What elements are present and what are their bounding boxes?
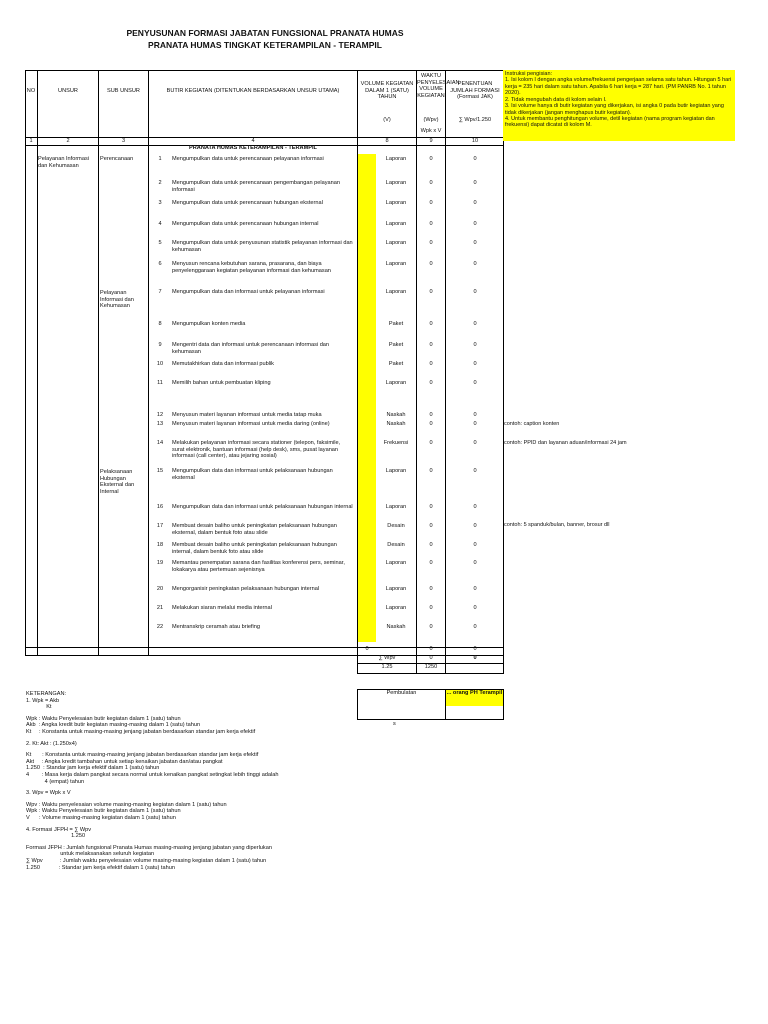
row-number: 16: [156, 504, 164, 510]
activity-text: Mengumpulkan data untuk perencanaan pengembangan pelayanan informasi: [172, 180, 340, 193]
activity-text: Mengumpulkan data dan informasi untuk pelayanan informasi: [172, 289, 325, 295]
col-number: 1: [29, 138, 33, 144]
activity-wpv: 0: [429, 560, 433, 566]
keterangan-line: Formasi JFPH : Jumlah fungsional Pranata Humas masing-masing jenjang jabatan yang diperlukan: [26, 844, 272, 851]
activity-formasi: 0: [473, 261, 477, 267]
header-penentuan-formula: ∑ Wpv/1.250: [458, 117, 492, 123]
activity-wpv: 0: [429, 468, 433, 474]
row-number: 2: [158, 180, 162, 186]
section-label: PRANATA HUMAS KETERAMPILAN - TERAMPIL: [189, 145, 317, 151]
activity-formasi: 0: [473, 421, 477, 427]
keterangan-line: 2. Kt: Akt : (1.250x4): [26, 740, 77, 747]
row-number: 8: [158, 321, 162, 327]
row-number: 21: [156, 605, 164, 611]
activity-unit: Naskah: [386, 624, 406, 630]
activity-wpv: 0: [429, 605, 433, 611]
activity-wpv: 0: [429, 624, 433, 630]
unsur-label: Pelayanan Informasi dan Kehumasan: [38, 156, 89, 169]
instruction-line: 2. Tidak mengubah data di kolom selain I.: [505, 96, 607, 103]
keterangan-line: 1. Wpk = Akb: [26, 697, 60, 704]
activity-formasi: 0: [473, 542, 477, 548]
total-formasi: 0: [473, 646, 477, 652]
activity-unit: Paket: [388, 321, 404, 327]
col-number: 2: [66, 138, 70, 144]
keterangan-line: V : Volume masing-masing kegiatan dalam 1 (satu) tahun: [26, 815, 176, 821]
sum-wpv-label: ∑ Wpv: [378, 655, 396, 661]
divisor-a: 1.25: [381, 664, 393, 670]
activity-formasi: 0: [473, 180, 477, 186]
orang-ph-result: ... orang PH Terampil: [446, 690, 503, 706]
activity-unit: Laporan: [385, 240, 407, 246]
activity-text: Mengumpulkan data untuk perencanaan hubungan eksternal: [172, 200, 323, 206]
row-number: 17: [156, 523, 164, 529]
activity-unit: Laporan: [385, 560, 407, 566]
row-number: 9: [158, 342, 162, 348]
instruction-line: 3. Isi volume hanya di butir kegiatan yang dikerjakan, isi angka 0 pada butir kegiatan yang tidak dikerjakan (jangan menghapus butir kegiatan).: [505, 103, 724, 116]
activity-formasi: 0: [473, 240, 477, 246]
activity-wpv: 0: [429, 156, 433, 162]
document-subtitle: PRANATA HUMAS TINGKAT KETERAMPILAN - TERAMPIL: [148, 40, 382, 50]
activity-formasi: 0: [473, 468, 477, 474]
activity-wpv: 0: [429, 421, 433, 427]
keterangan-line: 4 (empat) tahun: [26, 778, 85, 785]
activity-text: Melakukan pelayanan informasi secara stationer (telepon, faksimile, surat elektronik, bantuan informasi (help desk), sms, pusat layanan informasi (call center), atau jejaring sosial): [172, 440, 341, 460]
activity-formasi: 0: [473, 523, 477, 529]
activity-wpv: 0: [429, 412, 433, 418]
row-number: 22: [156, 624, 164, 630]
instruction-line: Instruksi pengisian:: [505, 71, 553, 77]
activity-text: Mentranskrip ceramah atau briefing: [172, 624, 260, 630]
sub-unsur-pelaksanaan: Pelaksanaan Hubungan Eksternal dan Internal: [100, 469, 135, 496]
activity-unit: Laporan: [385, 180, 407, 186]
activity-unit: Laporan: [385, 200, 407, 206]
activity-formasi: 0: [473, 200, 477, 206]
activity-unit: Laporan: [385, 289, 407, 295]
sum-wpv-value: 0: [429, 655, 433, 661]
activity-wpv: 0: [429, 180, 433, 186]
activity-text: Mengumpulkan data untuk perencanaan pelayanan informasi: [172, 156, 324, 162]
activity-wpv: 0: [429, 321, 433, 327]
activity-unit: Laporan: [385, 468, 407, 474]
keterangan-line: Wpk : Waktu Penyelesaian butir kegiatan dalam 1 (satu) tahun: [26, 715, 181, 722]
activity-unit: Laporan: [385, 261, 407, 267]
activity-unit: Laporan: [385, 504, 407, 510]
header-sub-unsur: SUB UNSUR: [107, 88, 140, 94]
activity-wpv: 0: [429, 586, 433, 592]
header-waktu-formula: Wpk x V: [420, 128, 442, 134]
activity-wpv: 0: [429, 221, 433, 227]
keterangan-line: ∑ Wpv : Jumlah waktu penyelesaian volume masing-masing kegiatan dalam 1 (satu) tahun: [26, 858, 267, 864]
activity-formasi: 0: [473, 605, 477, 611]
keterangan-line: 1.250 : Standar jam kerja efektif dalam 1 (satu) tahun: [26, 864, 175, 871]
activity-formasi: 0: [473, 321, 477, 327]
header-waktu: WAKTU PENYELESAIAN VOLUME KEGIATAN: [417, 73, 460, 100]
sum-formasi: 0: [473, 655, 477, 661]
row-number: 11: [157, 380, 163, 386]
note-row-17: contoh: 5 spanduk/bulan, banner, brosur dll: [504, 522, 610, 528]
activity-formasi: 0: [473, 221, 477, 227]
col-number: 8: [385, 138, 389, 144]
activity-wpv: 0: [429, 542, 433, 548]
activity-text: Menyusun rencana kebutuhan sarana, prasarana, dan biaya penyelenggaraan kegiatan pelayanan informasi dan kehumasan: [172, 261, 331, 274]
keterangan-line: Kt: [26, 704, 52, 711]
row-number: 5: [158, 240, 162, 246]
activity-unit: Paket: [388, 342, 404, 348]
activity-formasi: 0: [473, 289, 477, 295]
header-volume-v: (V): [383, 117, 391, 123]
activity-formasi: 0: [473, 504, 477, 510]
activity-text: Memutakhirkan data dan informasi publik: [172, 361, 274, 367]
activity-unit: Desain: [387, 523, 405, 529]
activity-wpv: 0: [429, 380, 433, 386]
keterangan-line: Kt : Konstanta untuk masing-masing jenjang jabatan berdasarkan standar jam kerja efektif: [26, 752, 259, 759]
activity-wpv: 0: [429, 504, 433, 510]
activity-formasi: 0: [473, 586, 477, 592]
total-volume: 0: [365, 646, 369, 652]
header-waktu-wpv: (Wpv): [423, 117, 439, 123]
activity-formasi: 0: [473, 412, 477, 418]
activity-unit: Laporan: [385, 605, 407, 611]
col-number: 9: [429, 138, 433, 144]
header-no: NO: [26, 88, 36, 94]
activity-wpv: 0: [429, 342, 433, 348]
keterangan-heading: KETERANGAN:: [26, 691, 67, 697]
activity-text: Mengumpulkan konten media: [172, 321, 246, 327]
header-butir-kegiatan: BUTIR KEGIATAN (DITENTUKAN BERDASARKAN UNSUR UTAMA): [166, 88, 340, 94]
sub-unsur-perencanaan: Perencanaan: [100, 156, 134, 162]
activity-text: Memilih bahan untuk pembuatan kliping: [172, 380, 271, 386]
activity-wpv: 0: [429, 523, 433, 529]
note-row-14: contoh: PPID dan layanan aduan/informasi 24 jam: [504, 440, 627, 446]
pembulatan-label: Pembulatan: [386, 690, 417, 696]
row-number: 14: [156, 440, 164, 446]
row-number: 1: [158, 156, 162, 162]
row-number: 15: [156, 468, 164, 474]
activity-text: Mengentri data dan informasi untuk perencanaan informasi dan kehumasan: [172, 342, 330, 355]
row-number: 10: [156, 361, 164, 367]
keterangan-line: Akt : Angka kredit tambahan untuk setiap kenaikan jabatan dan/atau pangkat: [26, 758, 223, 765]
document-title: PENYUSUNAN FORMASI JABATAN FUNGSIONAL PRANATA HUMAS: [126, 28, 404, 38]
activity-wpv: 0: [429, 240, 433, 246]
divisor-b: 1250: [424, 664, 438, 670]
keterangan-line: 1.250 : Standar jam kerja efektif dalam 1 (satu) tahun: [26, 765, 160, 772]
activity-unit: Desain: [387, 542, 405, 548]
row-number: 4: [158, 221, 162, 227]
header-volume: VOLUME KEGIATAN DALAM 1 (SATU) TAHUN: [360, 81, 414, 101]
keterangan-line: 4. Formasi JFPH = ∑ Wpv: [26, 826, 92, 833]
activity-text: Menyusun materi layanan informasi untuk media daring (online): [172, 421, 330, 427]
activity-wpv: 0: [429, 440, 433, 446]
activity-text: Membuat desain baliho untuk peningkatan pelaksanaan hubungan internal, dalam bentuk foto atau slide: [172, 542, 337, 555]
activity-formasi: 0: [473, 560, 477, 566]
activity-formasi: 0: [473, 361, 477, 367]
activity-formasi: 0: [473, 440, 477, 446]
row-number: 19: [156, 560, 164, 566]
instruction-line: 1. Isi kolom I dengan angka volume/frekuensi pengerjaan selama satu tahun. Hitungan 5 hari kerja = 235 hari dalam satu tahun. Apabila 6 hari kerja = 287 hari. (PM PANRB No. 1 tahun 2020).: [505, 77, 732, 97]
row-number: 12: [156, 412, 164, 418]
activity-text: Mengorganisir peningkatan pelaksanaan hubungan internal: [172, 586, 320, 592]
instruction-box: [503, 70, 735, 141]
activity-unit: Laporan: [385, 586, 407, 592]
row-number: 20: [156, 586, 164, 592]
page-mark: s: [393, 721, 396, 727]
row-number: 13: [156, 421, 164, 427]
note-row-12: contoh: caption konten: [504, 421, 560, 427]
volume-input-column[interactable]: [358, 154, 376, 642]
activity-text: Mengumpulkan data dan informasi untuk pelaksanaan hubungan internal: [172, 504, 353, 510]
keterangan-line: Kt : Konstanta untuk masing-masing jenjang jabatan berdasarkan standar jam kerja efektif: [26, 729, 256, 735]
activity-text: Mengumpulkan data untuk perencanaan hubungan internal: [172, 221, 319, 227]
activity-unit: Laporan: [385, 380, 407, 386]
activity-wpv: 0: [429, 261, 433, 267]
keterangan-line: Wpv : Waktu penyelesaian volume masing-masing kegiatan dalam 1 (satu) tahun: [26, 801, 227, 808]
activity-formasi: 0: [473, 624, 477, 630]
activity-text: Membuat desain baliho untuk peningkatan pelaksanaan hubungan eksternal, dalam bentuk foto atau slide: [172, 523, 337, 536]
activity-wpv: 0: [429, 361, 433, 367]
activity-unit: Laporan: [385, 156, 407, 162]
row-number: 18: [156, 542, 164, 548]
row-number: 7: [158, 289, 162, 295]
instruction-line: 4. Untuk membantu penghitungan volume, detil kegiatan (nama program kegiatan dan frekuensi) dapat dicatat di kolom M.: [505, 115, 715, 129]
activity-unit: Paket: [388, 361, 404, 367]
header-penentuan: PENENTUAN JUMLAH FORMASI (Formasi JAK): [450, 81, 500, 101]
keterangan-line: untuk melaksanakan seluruh kegiatan: [26, 851, 155, 858]
activity-text: Mengumpulkan data dan informasi untuk pelaksanaan hubungan eksternal: [172, 468, 333, 481]
activity-unit: Frekuensi: [383, 440, 409, 446]
activity-unit: Naskah: [386, 421, 406, 427]
keterangan-line: Wpk : Waktu Penyelesaian butir kegiatan dalam 1 (satu) tahun: [26, 808, 181, 815]
col-number: 10: [471, 138, 479, 144]
keterangan-line: 1.250: [26, 833, 86, 840]
activity-text: Mengumpulkan data untuk penyusunan statistik pelayanan informasi dan kehumasan: [172, 240, 353, 253]
activity-wpv: 0: [429, 289, 433, 295]
row-number: 3: [158, 200, 162, 206]
activity-unit: Laporan: [385, 221, 407, 227]
activity-text: Menyusun materi layanan informasi untuk media tatap muka: [172, 412, 322, 418]
keterangan-line: 4 : Masa kerja dalam pangkat secara normal untuk kenaikan pangkat setingkat lebih tinggi adalah: [26, 772, 279, 778]
activity-wpv: 0: [429, 200, 433, 206]
activity-text: Memantau penempatan sarana dan fasilitas konferensi pers, seminar, lokakarya atau pertemuan sejenisnya: [172, 560, 345, 573]
activity-text: Melakukan siaran melalui media internal: [172, 605, 272, 611]
col-number: 3: [121, 138, 126, 144]
activity-formasi: 0: [473, 380, 477, 386]
header-unsur: UNSUR: [58, 88, 78, 94]
col-number: 4: [251, 138, 255, 144]
activity-formasi: 0: [473, 342, 477, 348]
sub-unsur-pelayanan: Pelayanan Informasi dan Kehumasan: [100, 290, 134, 310]
total-wpv: 0: [429, 646, 433, 652]
activity-unit: Naskah: [386, 412, 406, 418]
activity-formasi: 0: [473, 156, 477, 162]
keterangan-line: Akb : Angka kredit butir kegiatan masing-masing dalam 1 (satu) tahun: [26, 722, 201, 729]
row-number: 6: [158, 261, 162, 267]
keterangan-line: 3. Wpv = Wpk x V: [26, 790, 71, 797]
